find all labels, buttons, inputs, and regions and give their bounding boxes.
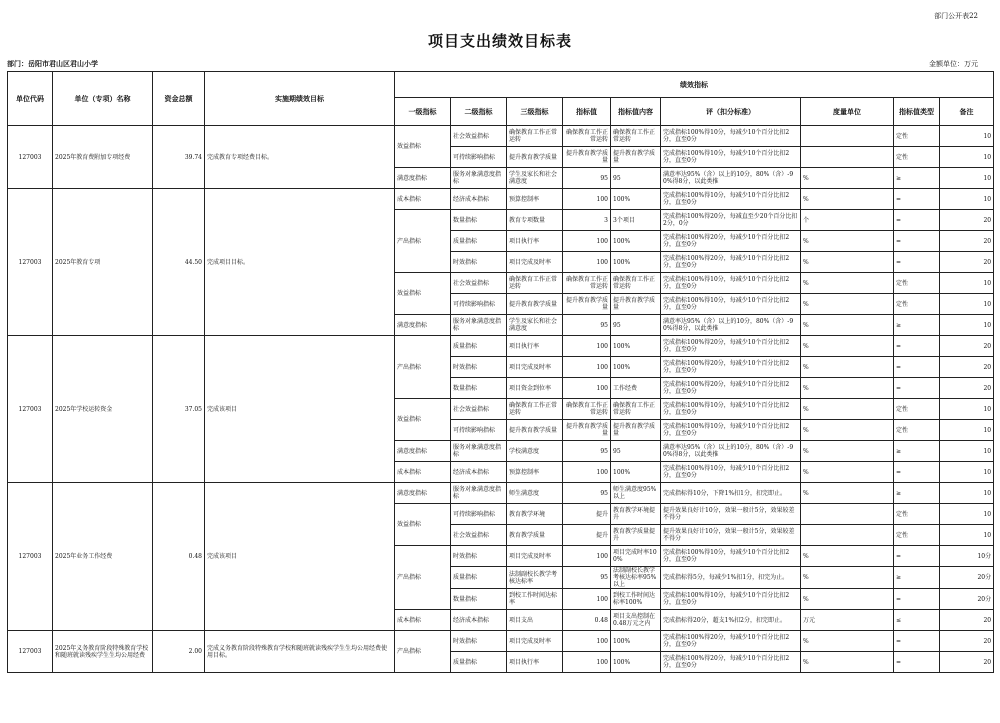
measure-unit: % bbox=[801, 231, 894, 252]
level2: 时效指标 bbox=[451, 631, 507, 652]
indicator-value: 100 bbox=[563, 189, 611, 210]
level2: 经济成本指标 bbox=[451, 189, 507, 210]
col-header-name: 单位（专项）名称 bbox=[53, 72, 153, 126]
indicator-content: 确保教育工作正常运转 bbox=[611, 273, 661, 294]
measure-unit: % bbox=[801, 589, 894, 610]
note: 10 bbox=[940, 315, 994, 336]
indicator-value: 提升教育教学质量 bbox=[563, 147, 611, 168]
indicator-content: 项目支出控制在0.48万元之内 bbox=[611, 610, 661, 631]
level1-indicator: 产出指标 bbox=[395, 546, 451, 610]
scoring-standard: 完成指标100%得20分，每减少10个百分比扣2分，直至0分 bbox=[661, 231, 801, 252]
note: 20 bbox=[940, 357, 994, 378]
table-row bbox=[8, 336, 994, 357]
measure-unit: % bbox=[801, 336, 894, 357]
level3: 项目执行率 bbox=[507, 652, 563, 673]
level1-indicator: 效益指标 bbox=[395, 504, 451, 546]
department-label: 部门：岳阳市君山区君山小学 bbox=[7, 59, 98, 68]
level2: 社会效益指标 bbox=[451, 273, 507, 294]
indicator-value: 100 bbox=[563, 357, 611, 378]
level1-indicator: 满意度指标 bbox=[395, 441, 451, 462]
table-row bbox=[8, 631, 994, 652]
indicator-value: 确保教育工作正常运转 bbox=[563, 273, 611, 294]
scoring-standard: 完成指标100%得20分，每减直至少20个百分比扣2分，0分 bbox=[661, 210, 801, 231]
indicator-content: 师生满意度95%以上 bbox=[611, 483, 661, 504]
indicator-content: 到校工作时间达标率100% bbox=[611, 589, 661, 610]
measure-unit: % bbox=[801, 168, 894, 189]
indicator-value: 提升 bbox=[563, 504, 611, 525]
indicator-content: 95 bbox=[611, 441, 661, 462]
level2: 可持续影响指标 bbox=[451, 294, 507, 315]
indicator-value: 100 bbox=[563, 336, 611, 357]
level2: 经济成本指标 bbox=[451, 462, 507, 483]
implementation-goal: 完成该项目 bbox=[205, 336, 395, 483]
level3: 预算控制率 bbox=[507, 189, 563, 210]
col-header-note: 备注 bbox=[940, 98, 994, 126]
project-name: 2025年业务工作经费 bbox=[53, 483, 153, 631]
measure-unit: % bbox=[801, 567, 894, 589]
table-row bbox=[8, 126, 994, 147]
level2: 数量指标 bbox=[451, 589, 507, 610]
col-header-goal: 实施期绩效目标 bbox=[205, 72, 395, 126]
note: 10 bbox=[940, 294, 994, 315]
table-row bbox=[8, 189, 994, 210]
level3: 教育教学环境 bbox=[507, 504, 563, 525]
value-type: = bbox=[894, 189, 940, 210]
note: 20 bbox=[940, 610, 994, 631]
level3: 项目完成及时率 bbox=[507, 357, 563, 378]
measure-unit: % bbox=[801, 546, 894, 567]
indicator-value: 100 bbox=[563, 462, 611, 483]
level1-indicator: 产出指标 bbox=[395, 631, 451, 673]
value-type: ≥ bbox=[894, 441, 940, 462]
indicator-value: 100 bbox=[563, 652, 611, 673]
col-header-measure: 度量单位 bbox=[801, 98, 894, 126]
value-type: ≥ bbox=[894, 567, 940, 589]
level3: 法制副校长教学考核达标率 bbox=[507, 567, 563, 589]
indicator-value: 提升教育教学质量 bbox=[563, 294, 611, 315]
level3: 项目执行率 bbox=[507, 336, 563, 357]
note: 20 bbox=[940, 378, 994, 399]
measure-unit: % bbox=[801, 652, 894, 673]
level1-indicator: 效益指标 bbox=[395, 399, 451, 441]
col-header-vtype: 指标值类型 bbox=[894, 98, 940, 126]
measure-unit: % bbox=[801, 378, 894, 399]
value-type: = bbox=[894, 231, 940, 252]
level3: 提升教育教学质量 bbox=[507, 147, 563, 168]
level3: 到校工作时间达标率 bbox=[507, 589, 563, 610]
level1-indicator: 满意度指标 bbox=[395, 483, 451, 504]
col-header-amount: 资金总额 bbox=[153, 72, 205, 126]
level2: 经济成本指标 bbox=[451, 610, 507, 631]
fund-total: 39.74 bbox=[153, 126, 205, 189]
note: 20 bbox=[940, 631, 994, 652]
value-type: 定性 bbox=[894, 126, 940, 147]
indicator-value: 100 bbox=[563, 252, 611, 273]
level3: 学生及家长和社会满意度 bbox=[507, 315, 563, 336]
scoring-standard: 完成指标100%得10分，每减少10个百分比扣2分，直至0分 bbox=[661, 546, 801, 567]
value-type: ≥ bbox=[894, 483, 940, 504]
level3: 项目完成及时率 bbox=[507, 631, 563, 652]
level2: 质量指标 bbox=[451, 652, 507, 673]
scoring-standard: 完成指标100%得10分，每减少10个百分比扣2分，直至0分 bbox=[661, 399, 801, 420]
indicator-value: 95 bbox=[563, 168, 611, 189]
value-type: 定性 bbox=[894, 399, 940, 420]
note: 10 bbox=[940, 441, 994, 462]
note: 20分 bbox=[940, 589, 994, 610]
scoring-standard: 完成指标100%得20分，每减少10个百分比扣2分，直至0分 bbox=[661, 336, 801, 357]
indicator-content: 3个项目 bbox=[611, 210, 661, 231]
measure-unit: % bbox=[801, 189, 894, 210]
measure-unit: % bbox=[801, 462, 894, 483]
level2: 时效指标 bbox=[451, 546, 507, 567]
indicator-value: 提升教育教学质量 bbox=[563, 420, 611, 441]
value-type: = bbox=[894, 589, 940, 610]
measure-unit: % bbox=[801, 315, 894, 336]
level3: 预算控制率 bbox=[507, 462, 563, 483]
note: 10 bbox=[940, 483, 994, 504]
indicator-content: 100% bbox=[611, 189, 661, 210]
indicator-content: 提升教育教学质量 bbox=[611, 147, 661, 168]
value-type: 定性 bbox=[894, 504, 940, 525]
measure-unit: % bbox=[801, 399, 894, 420]
indicator-content: 项目完成时率100% bbox=[611, 546, 661, 567]
level3: 确保教育工作正常运转 bbox=[507, 126, 563, 147]
level2: 社会效益指标 bbox=[451, 399, 507, 420]
indicator-value: 100 bbox=[563, 546, 611, 567]
level2: 服务对象满意度指标 bbox=[451, 168, 507, 189]
implementation-goal: 完成项目目标。 bbox=[205, 189, 395, 336]
note: 20 bbox=[940, 210, 994, 231]
value-type: 定性 bbox=[894, 525, 940, 546]
indicator-value: 100 bbox=[563, 378, 611, 399]
note: 10 bbox=[940, 462, 994, 483]
amount-unit-label: 金额单位：万元 bbox=[929, 60, 978, 68]
col-header-l2: 二级指标 bbox=[451, 98, 507, 126]
note: 20 bbox=[940, 231, 994, 252]
implementation-goal: 完成该项目 bbox=[205, 483, 395, 631]
level2: 服务对象满意度指标 bbox=[451, 315, 507, 336]
indicator-content: 100% bbox=[611, 231, 661, 252]
level3: 提升教育教学质量 bbox=[507, 294, 563, 315]
level2: 质量指标 bbox=[451, 231, 507, 252]
indicator-content: 100% bbox=[611, 462, 661, 483]
scoring-standard: 完成指标得20分，超支1%扣2分，扣完即止。 bbox=[661, 610, 801, 631]
table-number: 部门公开表22 bbox=[934, 12, 978, 20]
indicator-content: 确保教育工作正常运转 bbox=[611, 399, 661, 420]
value-type: = bbox=[894, 652, 940, 673]
col-header-score: 评（扣分标准） bbox=[661, 98, 801, 126]
note: 10 bbox=[940, 273, 994, 294]
measure-unit: 个 bbox=[801, 210, 894, 231]
value-type: ≥ bbox=[894, 315, 940, 336]
note: 10 bbox=[940, 525, 994, 546]
scoring-standard: 完成指标100%得20分，每减少10个百分比扣2分，直至0分 bbox=[661, 357, 801, 378]
scoring-standard: 完成指标100%得10分，每减少10个百分比扣2分，直至0分 bbox=[661, 420, 801, 441]
project-name: 2025年义务教育阶段特殊教育学校和随班就读残疾学生生均公用经费 bbox=[53, 631, 153, 673]
level1-indicator: 成本指标 bbox=[395, 462, 451, 483]
note: 10 bbox=[940, 168, 994, 189]
scoring-standard: 完成指标得5分，每减少1%扣1分，扣完为止。 bbox=[661, 567, 801, 589]
level2: 可持续影响指标 bbox=[451, 147, 507, 168]
indicator-content: 确保教育工作正常运转 bbox=[611, 126, 661, 147]
fund-total: 37.05 bbox=[153, 336, 205, 483]
project-name: 2025年教育费附加专项经费 bbox=[53, 126, 153, 189]
level3: 项目资金到位率 bbox=[507, 378, 563, 399]
level2: 时效指标 bbox=[451, 252, 507, 273]
scoring-standard: 完成指标100%得20分，每减少10个百分比扣2分，直至0分 bbox=[661, 631, 801, 652]
note: 10 bbox=[940, 189, 994, 210]
measure-unit: % bbox=[801, 441, 894, 462]
col-header-code: 单位代码 bbox=[8, 72, 53, 126]
indicator-value: 0.48 bbox=[563, 610, 611, 631]
indicator-value: 3 bbox=[563, 210, 611, 231]
value-type: = bbox=[894, 210, 940, 231]
measure-unit: % bbox=[801, 357, 894, 378]
indicator-value: 100 bbox=[563, 631, 611, 652]
note: 10 bbox=[940, 126, 994, 147]
level2: 质量指标 bbox=[451, 567, 507, 589]
scoring-standard: 提升效果良好计10分，效果一般计5分，效果较差不得分 bbox=[661, 525, 801, 546]
indicator-content: 提升教育教学质量 bbox=[611, 420, 661, 441]
indicator-content: 100% bbox=[611, 631, 661, 652]
level3: 项目执行率 bbox=[507, 231, 563, 252]
level3: 项目完成及时率 bbox=[507, 546, 563, 567]
indicator-content: 100% bbox=[611, 252, 661, 273]
note: 20 bbox=[940, 652, 994, 673]
level2: 数量指标 bbox=[451, 210, 507, 231]
indicator-value: 100 bbox=[563, 231, 611, 252]
indicator-value: 确保教育工作正常运转 bbox=[563, 399, 611, 420]
value-type: ≤ bbox=[894, 610, 940, 631]
scoring-standard: 完成指标100%得20分，每减少10个百分比扣2分，直至0分 bbox=[661, 252, 801, 273]
implementation-goal: 完成教育专项经费目标。 bbox=[205, 126, 395, 189]
level3: 确保教育工作正常运转 bbox=[507, 273, 563, 294]
scoring-standard: 完成指标100%得10分，每减少10个百分比扣2分，直至0分 bbox=[661, 273, 801, 294]
scoring-standard: 完成指标100%得10分，每减少10个百分比扣2分，直至0分 bbox=[661, 462, 801, 483]
level3: 师生满意度 bbox=[507, 483, 563, 504]
value-type: = bbox=[894, 462, 940, 483]
measure-unit bbox=[801, 126, 894, 147]
level2: 服务对象满意度指标 bbox=[451, 441, 507, 462]
indicator-content: 工作经费 bbox=[611, 378, 661, 399]
level3: 教育教学质量 bbox=[507, 525, 563, 546]
indicator-value: 100 bbox=[563, 589, 611, 610]
note: 20 bbox=[940, 336, 994, 357]
level2: 时效指标 bbox=[451, 357, 507, 378]
measure-unit: % bbox=[801, 483, 894, 504]
value-type: = bbox=[894, 357, 940, 378]
scoring-standard: 满意率达95%（含）以上的10分，80%（含）-90%得8分，以此类推 bbox=[661, 315, 801, 336]
col-header-value: 指标值 bbox=[563, 98, 611, 126]
value-type: = bbox=[894, 378, 940, 399]
level1-indicator: 产出指标 bbox=[395, 210, 451, 273]
note: 10 bbox=[940, 420, 994, 441]
scoring-standard: 提升效果良好计10分，效果一般计5分，效果较差不得分 bbox=[661, 504, 801, 525]
indicator-value: 95 bbox=[563, 315, 611, 336]
measure-unit bbox=[801, 504, 894, 525]
level2: 可持续影响指标 bbox=[451, 504, 507, 525]
note: 10分 bbox=[940, 546, 994, 567]
scoring-standard: 完成指标100%得20分，每减少10个百分比扣2分，直至0分 bbox=[661, 652, 801, 673]
scoring-standard: 完成指标100%得10分，每减少10个百分比扣2分，直至0分 bbox=[661, 147, 801, 168]
level1-indicator: 成本指标 bbox=[395, 610, 451, 631]
measure-unit: % bbox=[801, 252, 894, 273]
project-name: 2025年教育专项 bbox=[53, 189, 153, 336]
level2: 数量指标 bbox=[451, 378, 507, 399]
fund-total: 44.50 bbox=[153, 189, 205, 336]
measure-unit: % bbox=[801, 273, 894, 294]
indicator-content: 100% bbox=[611, 336, 661, 357]
value-type: = bbox=[894, 336, 940, 357]
col-header-content: 指标值内容 bbox=[611, 98, 661, 126]
unit-code: 127003 bbox=[8, 126, 53, 189]
level2: 服务对象满意度指标 bbox=[451, 483, 507, 504]
level3: 教育专项数量 bbox=[507, 210, 563, 231]
value-type: 定性 bbox=[894, 420, 940, 441]
level3: 项目支出 bbox=[507, 610, 563, 631]
scoring-standard: 完成指标100%得10分，每减少10个百分比扣2分，直至0分 bbox=[661, 294, 801, 315]
indicator-value: 确保教育工作正常运转 bbox=[563, 126, 611, 147]
level1-indicator: 产出指标 bbox=[395, 336, 451, 399]
fund-total: 2.00 bbox=[153, 631, 205, 673]
indicator-content: 95 bbox=[611, 168, 661, 189]
level1-indicator: 满意度指标 bbox=[395, 168, 451, 189]
note: 10 bbox=[940, 147, 994, 168]
col-header-l3: 三级指标 bbox=[507, 98, 563, 126]
page-title: 项目支出绩效目标表 bbox=[427, 32, 572, 50]
level3: 项目完成及时率 bbox=[507, 252, 563, 273]
value-type: 定性 bbox=[894, 294, 940, 315]
indicator-value: 95 bbox=[563, 441, 611, 462]
value-type: = bbox=[894, 631, 940, 652]
scoring-standard: 满意率达95%（含）以上的10分，80%（含）-90%得8分，以此类推 bbox=[661, 168, 801, 189]
measure-unit bbox=[801, 147, 894, 168]
project-name: 2025年学校运转资金 bbox=[53, 336, 153, 483]
value-type: ≥ bbox=[894, 168, 940, 189]
level2: 社会效益指标 bbox=[451, 525, 507, 546]
level2: 可持续影响指标 bbox=[451, 420, 507, 441]
level1-indicator: 满意度指标 bbox=[395, 315, 451, 336]
note: 10 bbox=[940, 399, 994, 420]
indicator-value: 95 bbox=[563, 567, 611, 589]
unit-code: 127003 bbox=[8, 189, 53, 336]
measure-unit: % bbox=[801, 420, 894, 441]
note: 10 bbox=[940, 504, 994, 525]
col-header-l1: 一级指标 bbox=[395, 98, 451, 126]
scoring-standard: 完成指标100%得10分，每减少10个百分比扣2分，直至0分 bbox=[661, 589, 801, 610]
indicator-value: 提升 bbox=[563, 525, 611, 546]
level1-indicator: 成本指标 bbox=[395, 189, 451, 210]
indicator-content: 95 bbox=[611, 315, 661, 336]
level1-indicator: 效益指标 bbox=[395, 273, 451, 315]
indicator-content: 法制副校长教学考核达标率95%以上 bbox=[611, 567, 661, 589]
scoring-standard: 完成指标100%得10分，每减少10个百分比扣2分，直至0分 bbox=[661, 189, 801, 210]
indicator-value: 95 bbox=[563, 483, 611, 504]
level1-indicator: 效益指标 bbox=[395, 126, 451, 168]
level3: 学生及家长和社会满意度 bbox=[507, 168, 563, 189]
scoring-standard: 满意率达95%（含）以上的10分，80%（含）-90%得8分，以此类推 bbox=[661, 441, 801, 462]
measure-unit: % bbox=[801, 294, 894, 315]
scoring-standard: 完成指标100%得10分，每减少10个百分比扣2分，直至0分 bbox=[661, 126, 801, 147]
measure-unit: 万元 bbox=[801, 610, 894, 631]
implementation-goal: 完成义务教育阶段特殊教育学校和随班就读残疾学生生均公用经费使用目标。 bbox=[205, 631, 395, 673]
unit-code: 127003 bbox=[8, 336, 53, 483]
unit-code: 127003 bbox=[8, 483, 53, 631]
scoring-standard: 完成指标100%得20分，每减少10个百分比扣2分，直至0分 bbox=[661, 378, 801, 399]
level3: 确保教育工作正常运转 bbox=[507, 399, 563, 420]
measure-unit: % bbox=[801, 631, 894, 652]
table-row bbox=[8, 483, 994, 504]
note: 20分 bbox=[940, 567, 994, 589]
value-type: = bbox=[894, 252, 940, 273]
indicator-content: 教育教学质量提升 bbox=[611, 525, 661, 546]
measure-unit bbox=[801, 525, 894, 546]
performance-table bbox=[7, 71, 994, 673]
indicator-content: 教育教学环境提升 bbox=[611, 504, 661, 525]
unit-code: 127003 bbox=[8, 631, 53, 673]
value-type: = bbox=[894, 546, 940, 567]
level2: 社会效益指标 bbox=[451, 126, 507, 147]
note: 20 bbox=[940, 252, 994, 273]
indicator-content: 100% bbox=[611, 652, 661, 673]
fund-total: 0.48 bbox=[153, 483, 205, 631]
col-header-perf: 绩效指标 bbox=[395, 72, 994, 98]
level3: 学校满意度 bbox=[507, 441, 563, 462]
value-type: 定性 bbox=[894, 273, 940, 294]
indicator-content: 提升教育教学质量 bbox=[611, 294, 661, 315]
level2: 质量指标 bbox=[451, 336, 507, 357]
value-type: 定性 bbox=[894, 147, 940, 168]
indicator-content: 100% bbox=[611, 357, 661, 378]
level3: 提升教育教学质量 bbox=[507, 420, 563, 441]
scoring-standard: 完成指标得10分，下降1%扣1分，扣完即止。 bbox=[661, 483, 801, 504]
